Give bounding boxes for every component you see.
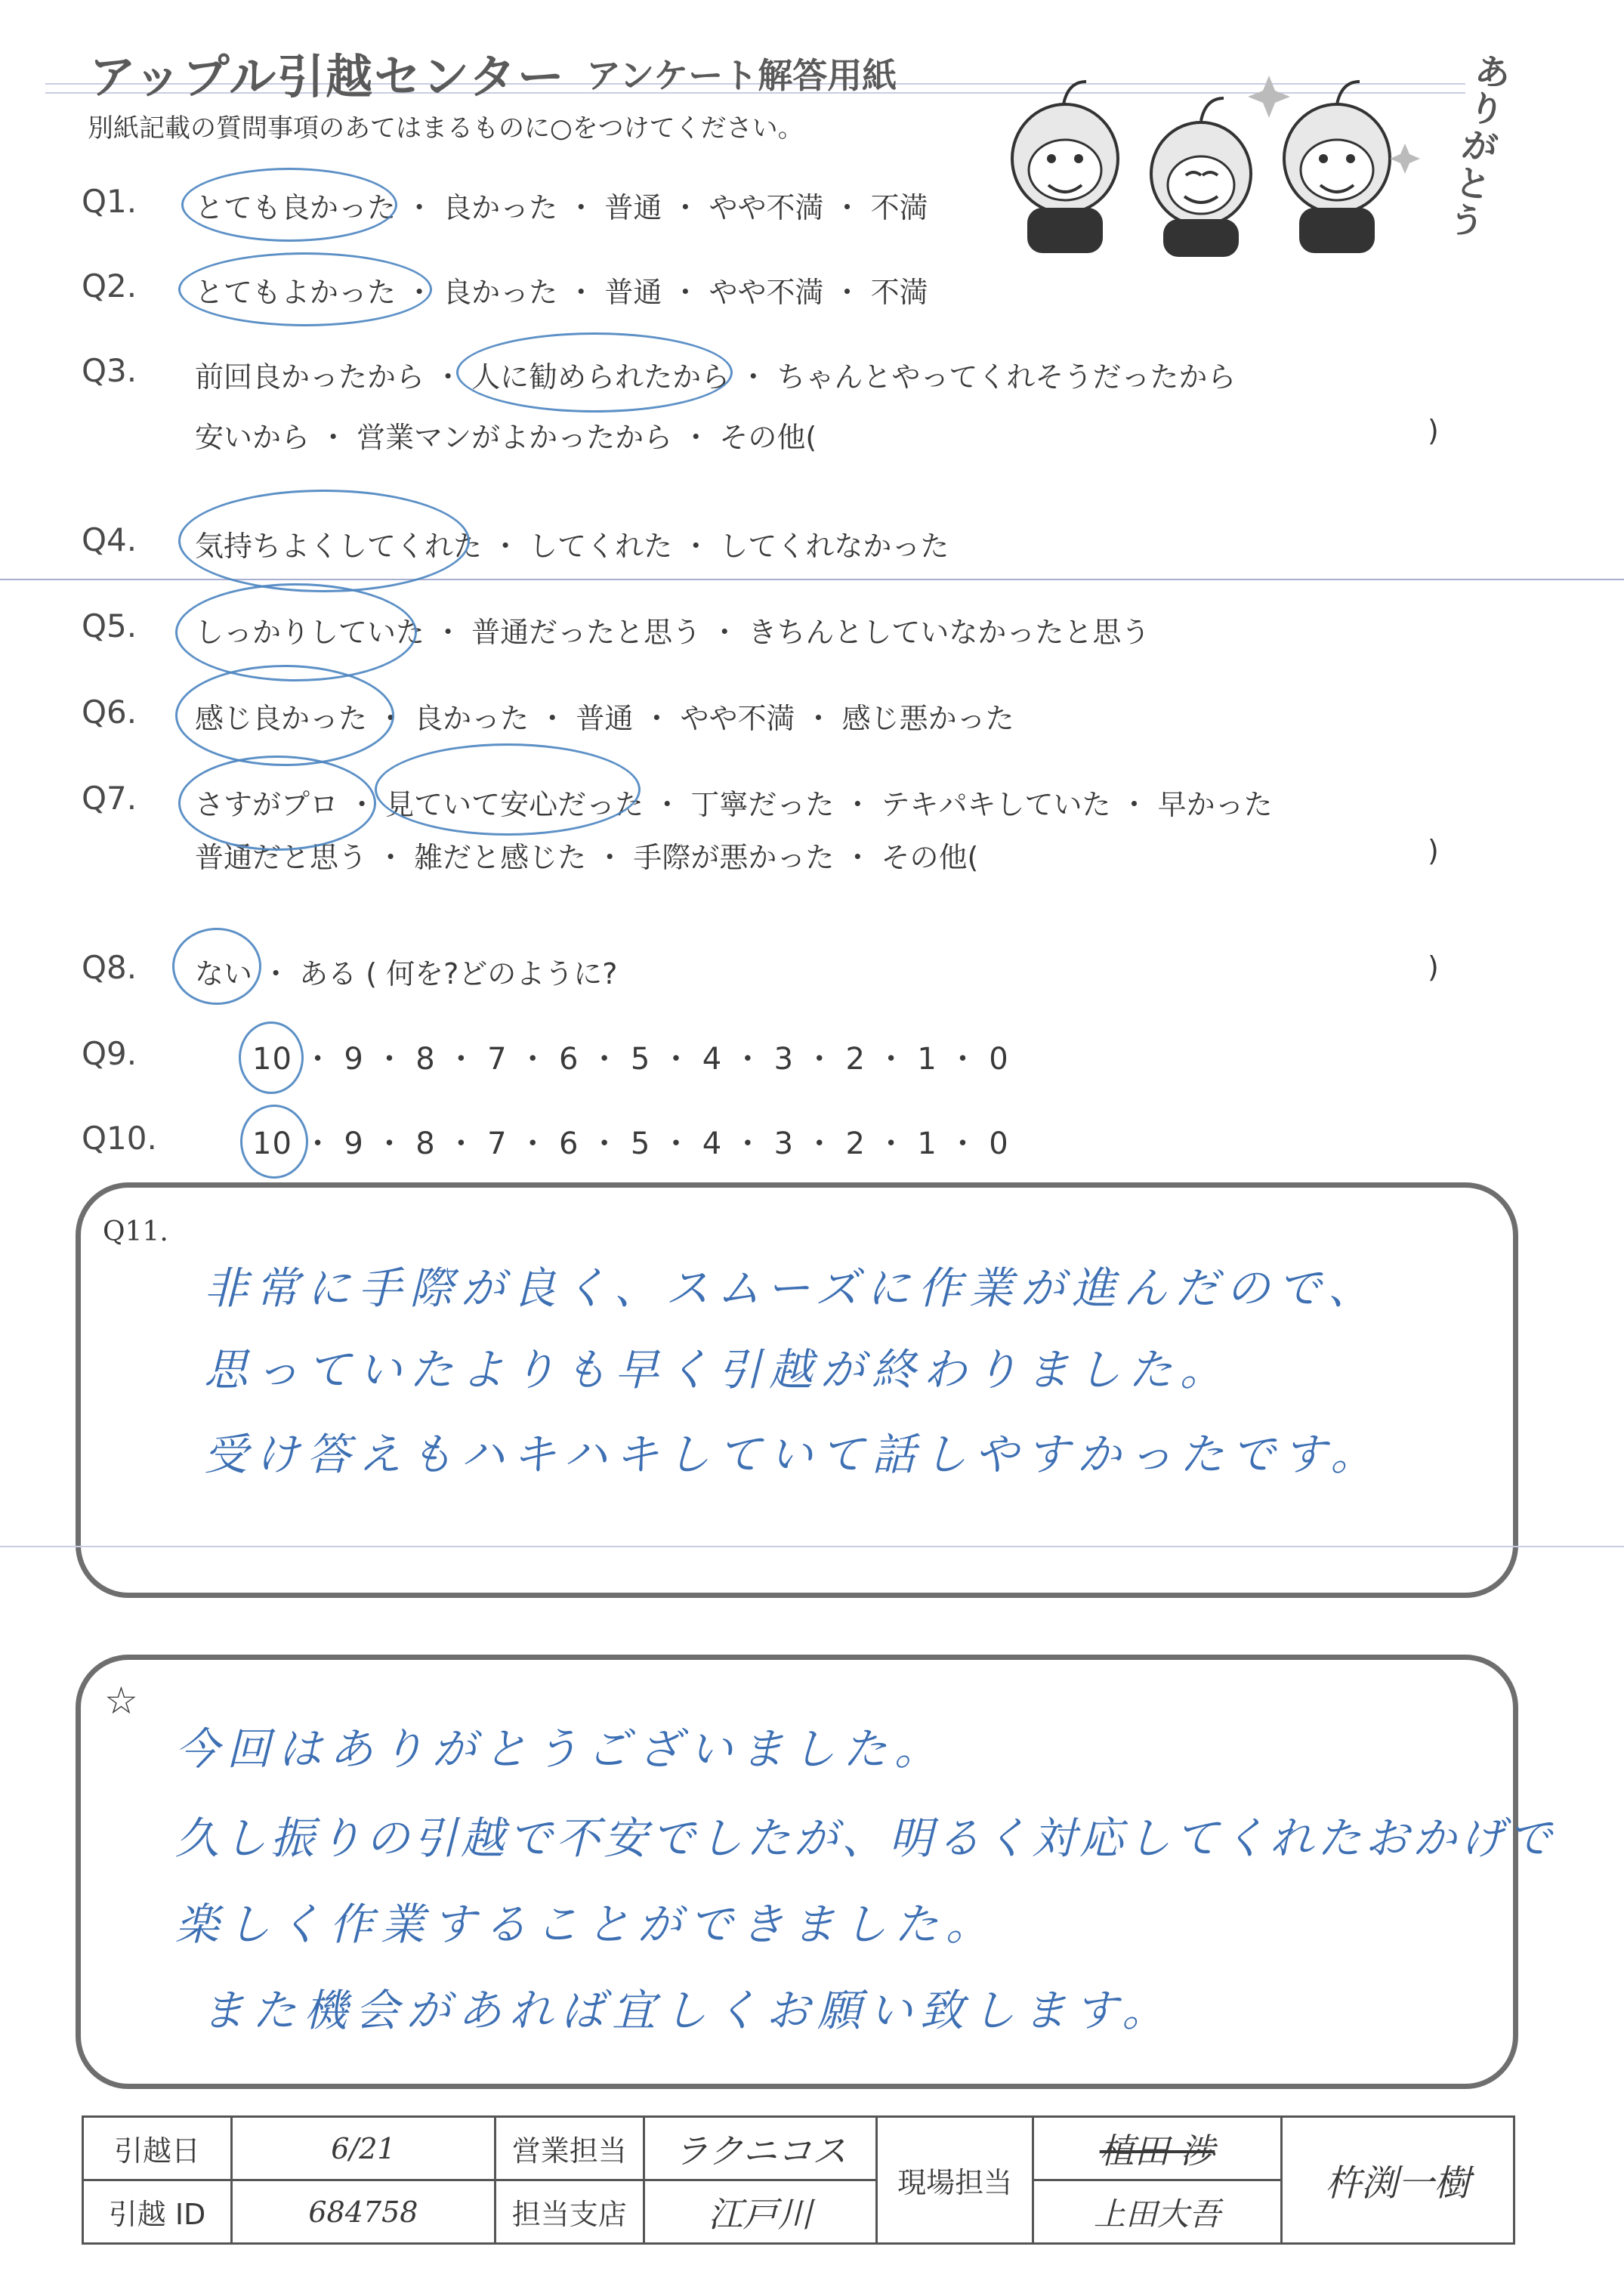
q4-number: Q4. [82, 521, 137, 558]
message-line-3: 楽しく作業することができました。 [175, 1899, 998, 1950]
move-id-label: 引越 ID [83, 2180, 232, 2244]
q3-close-paren: ) [1428, 414, 1439, 447]
move-info-table [82, 2115, 1515, 2245]
q7-answer-circle-1 [178, 756, 376, 851]
q3-answer-circle [456, 332, 733, 413]
q6-options: 感じ良かった ・ 良かった ・ 普通 ・ やや不満 ・ 感じ悪かった [195, 702, 1014, 735]
page-rule-2 [0, 1546, 1624, 1547]
q11-label: Q11. [103, 1216, 168, 1247]
q10-number: Q10. [82, 1120, 157, 1157]
message-line-4: また機会があれば宜しくお願い致します。 [201, 1985, 1174, 2036]
q6-answer-circle [175, 665, 394, 766]
q2-options: とてもよかった ・ 良かった ・ 普通 ・ やや不満 ・ 不満 [195, 276, 928, 309]
q8-number: Q8. [82, 949, 137, 986]
q7-close-paren: ) [1428, 834, 1439, 867]
q9-number: Q9. [82, 1035, 137, 1072]
q7-options-line1: さすがプロ ・ 見ていて安心だった ・ 丁寧だった ・ テキパキしていた ・ 早かった [195, 788, 1273, 821]
q11-line-1: 非常に手際が良く、スムーズに作業が進んだので、 [204, 1262, 1379, 1314]
q7-options-line2: 普通だと思う ・ 雑だと感じた ・ 手際が悪かった ・ その他( [195, 841, 979, 874]
arigatou-text: ありがとう [1446, 49, 1514, 245]
q11-line-2: 思っていたよりも早く引越が終わりました。 [204, 1344, 1232, 1395]
q7-answer-circle-2 [375, 743, 641, 836]
q9-scale: 10 ・ 9 ・ 8 ・ 7 ・ 6 ・ 5 ・ 4 ・ 3 ・ 2 ・ 1 ・ 0 [252, 1042, 1009, 1077]
q4-options: 気持ちよくしてくれた ・ してくれた ・ してくれなかった [195, 530, 949, 563]
site-staff-label: 現場担当 [877, 2117, 1033, 2244]
star-label: ☆ [104, 1679, 138, 1723]
move-date-label: 引越日 [83, 2117, 232, 2180]
q4-answer-circle [178, 490, 470, 592]
q5-number: Q5. [82, 607, 137, 644]
q8-answer-circle [172, 928, 261, 1005]
site-staff-1: 植田 渉 [1033, 2117, 1281, 2180]
message-line-2: 久し振りの引越で不安でしたが、明るく対応してくれたおかげで [175, 1812, 1556, 1864]
q10-answer-circle [240, 1105, 308, 1179]
monkey-mascots-illustration [982, 45, 1511, 257]
site-staff-2: 上田大吾 [1033, 2180, 1281, 2244]
instruction-text: 別紙記載の質問事項のあてはまるものに○をつけてください。 [88, 113, 804, 144]
site-staff-3: 杵渕一樹 [1281, 2117, 1514, 2244]
branch-label: 担当支店 [495, 2180, 644, 2244]
move-id-value: 684758 [232, 2180, 496, 2244]
q1-answer-circle [181, 168, 397, 242]
message-line-1: 今回はありがとうございました。 [175, 1723, 946, 1775]
sales-label: 営業担当 [495, 2117, 644, 2180]
q7-number: Q7. [82, 780, 137, 817]
q1-number: Q1. [82, 183, 137, 220]
branch-value: 江戸川 [644, 2180, 876, 2244]
move-date-value: 6/21 [232, 2117, 496, 2180]
q1-options: とても良かった ・ 良かった ・ 普通 ・ やや不満 ・ 不満 [195, 191, 928, 224]
q6-number: Q6. [82, 694, 137, 731]
q5-options: しっかりしていた ・ 普通だったと思う ・ きちんとしていなかったと思う [195, 616, 1150, 649]
q10-scale: 10 ・ 9 ・ 8 ・ 7 ・ 6 ・ 5 ・ 4 ・ 3 ・ 2 ・ 1 ・ 0 [252, 1126, 1009, 1161]
q8-options: ない ・ ある ( 何を?どのように? [195, 957, 618, 990]
document-title: アップル引越センター [89, 49, 566, 104]
document-subtitle: アンケート解答用紙 [586, 55, 897, 96]
q9-answer-circle [239, 1021, 304, 1094]
q3-options-line1: 前回良かったから ・ 人に勧められたから ・ ちゃんとやってくれそうだったから [195, 360, 1237, 394]
q3-options-line2: 安いから ・ 営業マンがよかったから ・ その他( [195, 421, 817, 454]
sales-value: ラクニコス [644, 2117, 876, 2180]
q3-number: Q3. [82, 352, 137, 389]
q2-answer-circle [178, 252, 432, 326]
q2-number: Q2. [82, 267, 137, 304]
q8-close-paren: ) [1428, 950, 1439, 984]
q11-line-3: 受け答えもハキハキしていて話しやすかったです。 [204, 1429, 1382, 1480]
